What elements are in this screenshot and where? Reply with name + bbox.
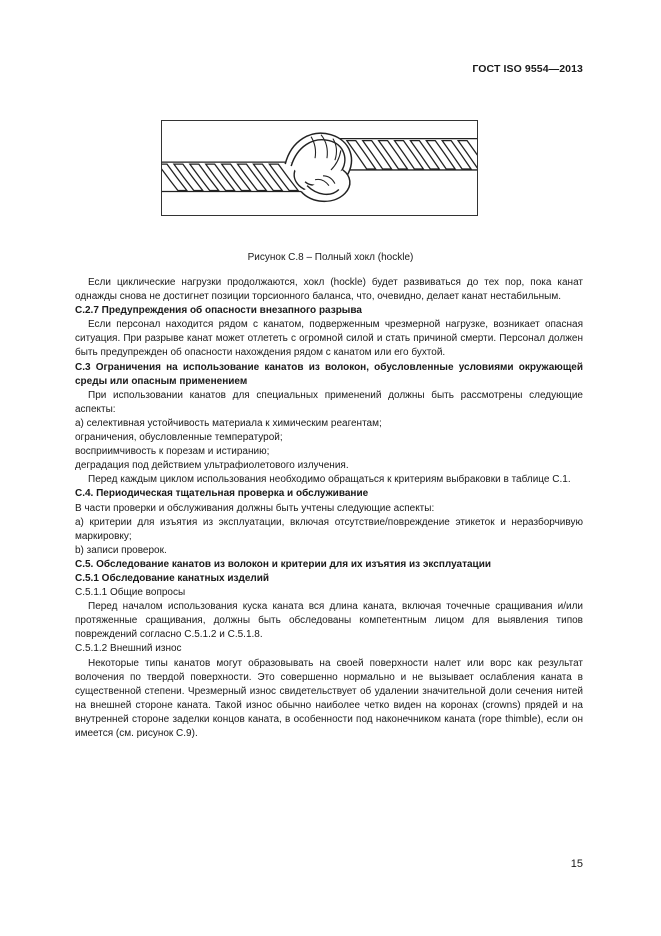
paragraph: Если персонал находится рядом с канатом, подверженным чрезмерной нагрузке, возникает опасная ситуация. При разрыве канат может отлететь с огромной силой и стать причиной смерти. Персонал должен быть предупрежден об опасности нахождения рядом с канатом или его бухтой.: [75, 319, 583, 359]
section-heading: С.4. Периодическая тщательная проверка и обслуживание: [75, 488, 369, 500]
figure-rope-hockle: [161, 120, 478, 216]
list-item: восприимчивость к порезам и истиранию;: [75, 446, 270, 458]
section-heading: С.2.7 Предупреждения об опасности внезапного разрыва: [75, 305, 362, 317]
paragraph: Если циклические нагрузки продолжаются, хокл (hockle) будет развиваться до тех пор, пока канат однажды снова не достигнет позиции торсионного баланса, что, очевидно, делает канат нестабильным.: [75, 277, 583, 303]
list-item: b) записи проверок.: [75, 544, 167, 556]
list-item: а) селективная устойчивость материала к химическим реагентам;: [75, 417, 382, 429]
section-heading: С.5. Обследование канатов из волокон и критерии для их изъятия из эксплуатации: [75, 558, 492, 570]
paragraph: В части проверки и обслуживания должны быть учтены следующие аспекты:: [75, 502, 435, 514]
paragraph: а) критерии для изъятия из эксплуатации, включая отсутствие/повреждение этикеток и неразборчивую маркировку;: [75, 516, 583, 542]
page-number: 15: [570, 858, 583, 870]
paragraph: При использовании канатов для специальных применений должны быть рассмотрены следующие аспекты:: [75, 389, 583, 415]
document-header: ГОСТ ISO 9554—2013: [472, 63, 583, 75]
list-item: деградация под действием ультрафиолетового излучения.: [75, 460, 349, 472]
paragraph: Перед каждым циклом использования необходимо обращаться к критериям выбраковки в таблице С.1.: [88, 474, 571, 486]
list-item: ограничения, обусловленные температурой;: [75, 432, 283, 444]
paragraph: Перед началом использования куска каната вся длина каната, включая точечные сращивания и/или протяженные сращивания, должны быть обследованы компетентным лицом для выявления типов повреждений согласно С.5.1.2 и С.5.1.8.: [75, 601, 583, 641]
subsection-title: С.5.1.2 Внешний износ: [75, 643, 182, 655]
document-body: [75, 276, 583, 741]
paragraph: Некоторые типы канатов могут образовывать на своей поверхности налет или ворс как результат волочения по твердой поверхности. Это совершенно нормально и не вызывает ослабления каната в существенной степени. Чрезмерный износ свидетельствует об удалении значительной доли сечения нитей на внешней стороне каната. Такой износ обычно наиболее четко виден на коронах (crowns) прядей и на внутренней стороне заделки концов каната, в особенности под наконечником каната (rope thimble), если он имеется (см. рисунок С.9).: [75, 657, 583, 739]
section-heading: С.3 Ограничения на использование канатов из волокон, обусловленные условиями окружающей среды или опасным применением: [75, 361, 583, 387]
figure-caption: Рисунок С.8 – Полный хокл (hockle): [247, 252, 414, 263]
rope-hockle-icon: [162, 121, 477, 215]
section-heading: С.5.1 Обследование канатных изделий: [75, 572, 270, 584]
subsection-title: С.5.1.1 Общие вопросы: [75, 587, 186, 599]
